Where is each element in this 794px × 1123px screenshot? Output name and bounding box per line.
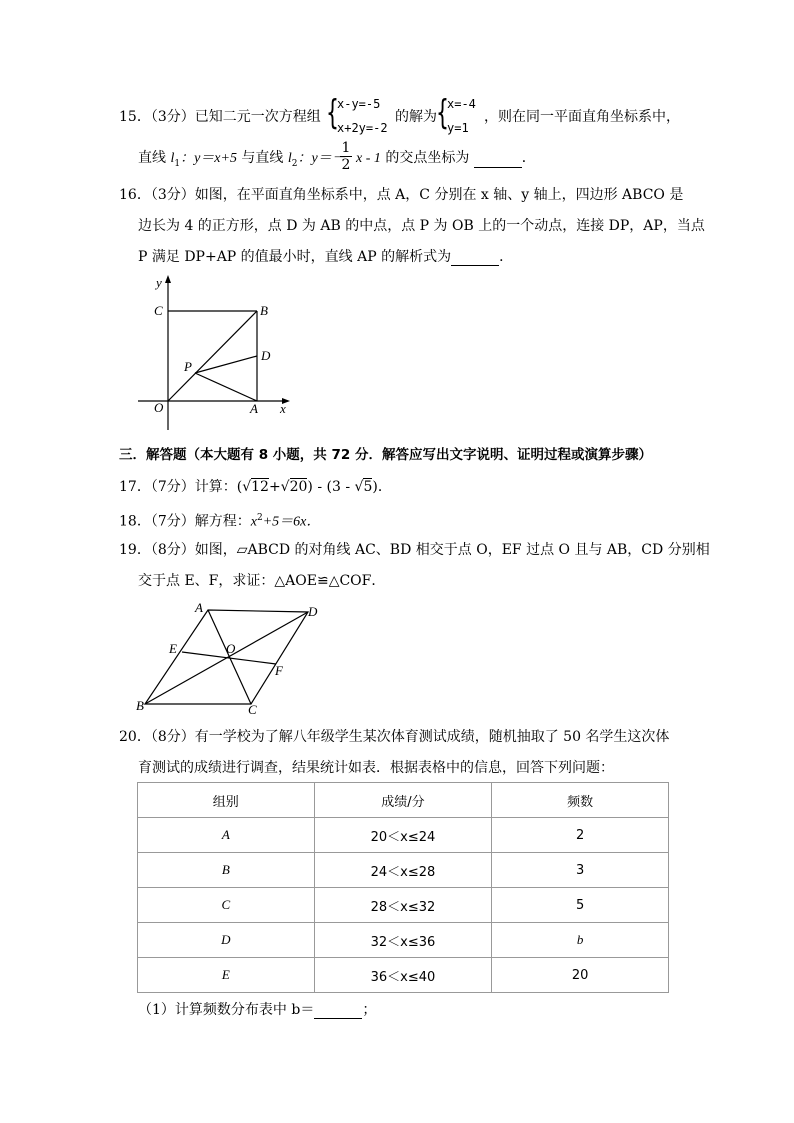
label-c: C xyxy=(154,303,163,318)
q16-line2: 边长为 4 的正方形，点 D 为 AB 的中点，点 P 为 OB 上的一个动点，连接 DP，AP，当点 xyxy=(138,218,705,234)
table-header: 组别 xyxy=(138,783,315,818)
label-x: x xyxy=(280,401,286,416)
q15-eq2: x+2y=-2 xyxy=(337,121,388,135)
table-row xyxy=(138,853,669,888)
label-o: O xyxy=(154,400,164,415)
q20-line1: 20．（8分）有一学校为了解八年级学生某次体育测试成绩，随机抽取了 50 名学生这次体 xyxy=(119,729,670,745)
label-o: O xyxy=(226,641,236,656)
diagonal-ac xyxy=(208,610,251,704)
q17: 17．（7分）计算：(√12+√20) - (3 - √5)． xyxy=(119,479,392,495)
answer-blank xyxy=(474,153,522,168)
frequency-table xyxy=(137,782,669,993)
q15-eq1: x-y=-5 xyxy=(337,97,381,111)
table-row xyxy=(138,818,669,853)
q20-sub1: （1）计算频数分布表中 b＝ ； xyxy=(138,1002,377,1018)
q16-line3: P 满足 DP+AP 的值最小时，直线 AP 的解析式为 ． xyxy=(138,249,514,265)
q16-figure xyxy=(130,270,300,435)
table-cell: 28＜x≤32 xyxy=(314,888,492,923)
table-cell: D xyxy=(138,923,315,958)
label-a: A xyxy=(195,600,203,615)
segment-pa xyxy=(195,373,257,401)
q15-suffix: ，则在同一平面直角坐标系中， xyxy=(484,109,680,125)
label-p: P xyxy=(184,359,192,374)
sqrt-icon: √ xyxy=(354,479,364,495)
q15-fraction: $\frac{1}{2}$ xyxy=(341,140,351,173)
table-cell: 32＜x≤36 xyxy=(314,923,492,958)
section-3-heading: 三．解答题（本大题有 8 小题，共 72 分．解答应写出文字说明、证明过程或演算步骤） xyxy=(119,447,652,463)
answer-blank xyxy=(314,1004,362,1019)
table-header: 频数 xyxy=(492,783,669,818)
label-b: B xyxy=(136,698,144,713)
table-cell: 3 xyxy=(492,853,669,888)
table-cell: B xyxy=(138,853,315,888)
table-cell: 20＜x≤24 xyxy=(314,818,492,853)
answer-blank xyxy=(451,251,499,266)
sqrt-icon: √ xyxy=(242,479,252,495)
label-y: y xyxy=(156,275,162,290)
sqrt-icon: √ xyxy=(280,479,290,495)
q15-line2: 直线 $l_1$：y＝x+5 与直线 $l_2$：y＝－ xyxy=(138,150,346,169)
segment-ob xyxy=(168,311,257,401)
q19-figure xyxy=(130,598,330,718)
label-d: D xyxy=(261,348,271,363)
q15-sol1: x=-4 xyxy=(447,97,476,111)
table-cell: A xyxy=(138,818,315,853)
q20-line2: 育测试的成绩进行调查，结果统计如表．根据表格中的信息，回答下列问题： xyxy=(138,760,614,776)
q16-line1: 16．（3分）如图，在平面直角坐标系中，点 A，C 分别在 x 轴、y 轴上，四边形 ABCO 是 xyxy=(119,187,684,203)
y-axis-arrow-icon xyxy=(165,275,171,283)
table-cell: b xyxy=(492,923,669,958)
table-header: 成绩/分 xyxy=(314,783,492,818)
table-row xyxy=(138,958,669,993)
table-cell: C xyxy=(138,888,315,923)
table-cell: 5 xyxy=(492,888,669,923)
label-c: C xyxy=(248,702,257,717)
table-cell: 24＜x≤28 xyxy=(314,853,492,888)
table-row xyxy=(138,923,669,958)
q19-line1: 19．（8分）如图，▱ABCD 的对角线 AC、BD 相交于点 O，EF 过点 O 且与 AB，CD 分别相 xyxy=(119,542,710,558)
table-cell: 36＜x≤40 xyxy=(314,958,492,993)
table-header-row xyxy=(138,783,669,818)
left-brace-icon: { xyxy=(326,93,339,133)
table-row xyxy=(138,888,669,923)
label-a: A xyxy=(250,401,258,416)
q15-mid: 的解为 xyxy=(395,109,437,125)
q15-line2-tail: x - 1 的交点坐标为 ． xyxy=(356,150,536,166)
table-cell: 2 xyxy=(492,818,669,853)
label-f: F xyxy=(275,663,283,678)
label-b: B xyxy=(260,303,268,318)
table-cell: E xyxy=(138,958,315,993)
label-d: D xyxy=(308,604,318,619)
label-e: E xyxy=(169,641,177,656)
q15-sol2: y=1 xyxy=(447,121,469,135)
q15-prefix: 15．（3分）已知二元一次方程组 xyxy=(119,109,321,125)
q18: 18．（7分）解方程：$x^2+5=6x$． xyxy=(119,513,321,530)
q19-line2: 交于点 E、F，求证：△AOE≌△COF． xyxy=(138,573,386,589)
left-brace-icon: { xyxy=(436,93,449,133)
table-cell: 20 xyxy=(492,958,669,993)
